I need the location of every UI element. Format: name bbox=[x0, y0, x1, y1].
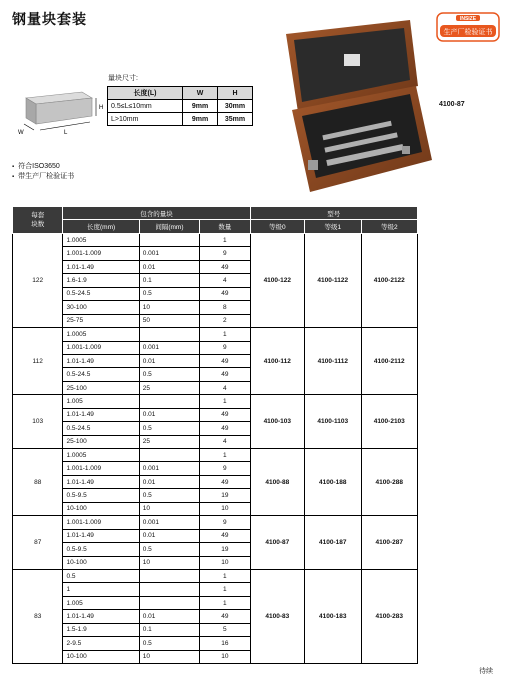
cell-length: 10-100 bbox=[63, 556, 139, 569]
cell-step: 0.01 bbox=[139, 529, 199, 542]
table-row bbox=[13, 449, 418, 462]
feature-notes bbox=[12, 162, 74, 182]
cell-length: 0.5-24.5 bbox=[63, 422, 139, 435]
model-grade0: 4100-122 bbox=[250, 234, 304, 328]
cell-step: 10 bbox=[139, 556, 199, 569]
cell-qty: 9 bbox=[200, 462, 250, 475]
cell-length: 1.001-1.009 bbox=[63, 341, 139, 354]
cell-length: 10-100 bbox=[63, 502, 139, 515]
cell-length: 1.005 bbox=[63, 395, 139, 408]
cell-length: 1.0005 bbox=[63, 234, 139, 247]
model-grade0: 4100-87 bbox=[250, 516, 304, 570]
dimension-table bbox=[107, 86, 253, 126]
block-count: 112 bbox=[13, 328, 63, 395]
badge-brand: INSIZE bbox=[459, 16, 477, 22]
cell-qty: 1 bbox=[200, 328, 250, 341]
cell-qty: 49 bbox=[200, 610, 250, 623]
cell-qty: 9 bbox=[200, 341, 250, 354]
cell-step bbox=[139, 328, 199, 341]
cell-step bbox=[139, 569, 199, 582]
cell-length: 1.01-1.49 bbox=[63, 610, 139, 623]
dimension-caption: 量块尺寸: bbox=[108, 75, 138, 82]
cell-step: 0.1 bbox=[139, 623, 199, 636]
gauge-set-table bbox=[12, 206, 418, 664]
block-count: 103 bbox=[13, 395, 63, 449]
cell-step: 0.001 bbox=[139, 516, 199, 529]
cell-qty: 49 bbox=[200, 408, 250, 421]
cell-qty: 1 bbox=[200, 449, 250, 462]
cell-step: 0.1 bbox=[139, 274, 199, 287]
certificate-badge bbox=[436, 12, 500, 42]
cell-length: 0.5-24.5 bbox=[63, 368, 139, 381]
cell-qty: 8 bbox=[200, 301, 250, 314]
continued-label: 待续 bbox=[479, 668, 493, 675]
cell-length: 1.001-1.009 bbox=[63, 247, 139, 260]
cell-step: 0.01 bbox=[139, 610, 199, 623]
model-grade2: 4100-2103 bbox=[361, 395, 418, 449]
cell-qty: 10 bbox=[200, 502, 250, 515]
cell-step: 0.001 bbox=[139, 247, 199, 260]
table-row bbox=[13, 516, 418, 529]
page-title: 钢量块套装 bbox=[12, 11, 87, 27]
model-grade2: 4100-2122 bbox=[361, 234, 418, 328]
cell-step: 10 bbox=[139, 502, 199, 515]
model-grade2: 4100-287 bbox=[361, 516, 418, 570]
cell-qty: 49 bbox=[200, 368, 250, 381]
model-grade2: 4100-283 bbox=[361, 569, 418, 663]
cell-length: 1.01-1.49 bbox=[63, 529, 139, 542]
header-grade2: 等级2 bbox=[361, 220, 418, 234]
block-count: 88 bbox=[13, 449, 63, 516]
cell-qty: 19 bbox=[200, 543, 250, 556]
cell-qty: 10 bbox=[200, 650, 250, 663]
dim-cell: 0.5≤L≤10mm bbox=[108, 100, 183, 113]
cell-qty: 49 bbox=[200, 287, 250, 300]
dim-cell: 30mm bbox=[218, 100, 253, 113]
note-item: ▪ 带生产厂检验证书 bbox=[12, 172, 74, 182]
table-row bbox=[13, 328, 418, 341]
cell-step: 10 bbox=[139, 650, 199, 663]
cell-length: 10-100 bbox=[63, 650, 139, 663]
cell-length: 1.0005 bbox=[63, 449, 139, 462]
cell-length: 0.5 bbox=[63, 569, 139, 582]
table-row bbox=[13, 395, 418, 408]
cell-step: 0.5 bbox=[139, 287, 199, 300]
cell-step: 0.01 bbox=[139, 408, 199, 421]
cell-length: 1 bbox=[63, 583, 139, 596]
dim-label-h: H bbox=[99, 105, 104, 111]
cell-length: 1.001-1.009 bbox=[63, 462, 139, 475]
model-grade1: 4100-1112 bbox=[305, 328, 361, 395]
cell-length: 0.5-9.5 bbox=[63, 543, 139, 556]
cell-length: 2-9.5 bbox=[63, 637, 139, 650]
cell-length: 1.01-1.49 bbox=[63, 354, 139, 367]
cell-qty: 49 bbox=[200, 529, 250, 542]
model-grade1: 4100-1122 bbox=[305, 234, 361, 328]
cell-step: 0.01 bbox=[139, 475, 199, 488]
cell-qty: 4 bbox=[200, 435, 250, 448]
cell-qty: 9 bbox=[200, 516, 250, 529]
dim-label-l: L bbox=[64, 130, 68, 136]
cell-qty: 10 bbox=[200, 556, 250, 569]
cell-step: 50 bbox=[139, 314, 199, 327]
model-grade1: 4100-183 bbox=[305, 569, 361, 663]
cell-qty: 49 bbox=[200, 260, 250, 273]
header-step: 间隔(mm) bbox=[139, 220, 199, 234]
block-count: 122 bbox=[13, 234, 63, 328]
cell-qty: 49 bbox=[200, 354, 250, 367]
cell-step: 25 bbox=[139, 435, 199, 448]
cell-step: 0.001 bbox=[139, 341, 199, 354]
cell-step bbox=[139, 234, 199, 247]
cell-qty: 1 bbox=[200, 596, 250, 609]
cell-step bbox=[139, 395, 199, 408]
cell-step: 0.5 bbox=[139, 368, 199, 381]
cell-step: 0.5 bbox=[139, 543, 199, 556]
badge-text: 生产厂检验证书 bbox=[443, 28, 493, 36]
block-count: 83 bbox=[13, 569, 63, 663]
model-grade2: 4100-288 bbox=[361, 449, 418, 516]
cell-step: 25 bbox=[139, 381, 199, 394]
model-grade2: 4100-2112 bbox=[361, 328, 418, 395]
cell-step: 0.001 bbox=[139, 462, 199, 475]
block-count: 87 bbox=[13, 516, 63, 570]
header-grade1: 等级1 bbox=[305, 220, 361, 234]
gauge-block-set-photo bbox=[282, 20, 432, 192]
cell-length: 1.01-1.49 bbox=[63, 408, 139, 421]
table-row bbox=[13, 234, 418, 247]
dim-header-length: 长度(L) bbox=[108, 87, 183, 100]
cell-step: 0.5 bbox=[139, 489, 199, 502]
cell-qty: 49 bbox=[200, 475, 250, 488]
cell-length: 25-100 bbox=[63, 435, 139, 448]
dim-cell: L>10mm bbox=[108, 113, 183, 126]
cell-step: 0.01 bbox=[139, 260, 199, 273]
cell-step: 0.5 bbox=[139, 637, 199, 650]
cell-step: 0.5 bbox=[139, 422, 199, 435]
cell-qty: 5 bbox=[200, 623, 250, 636]
cell-length: 30-100 bbox=[63, 301, 139, 314]
dim-cell: 9mm bbox=[183, 100, 218, 113]
cell-qty: 4 bbox=[200, 381, 250, 394]
cell-qty: 49 bbox=[200, 422, 250, 435]
cell-length: 1.005 bbox=[63, 596, 139, 609]
photo-model-label: 4100-87 bbox=[439, 101, 465, 108]
gauge-block-drawing bbox=[12, 90, 104, 136]
model-grade0: 4100-88 bbox=[250, 449, 304, 516]
cell-length: 25-75 bbox=[63, 314, 139, 327]
header-grade0: 等级0 bbox=[250, 220, 304, 234]
cell-length: 25-100 bbox=[63, 381, 139, 394]
cell-length: 1.5-1.9 bbox=[63, 623, 139, 636]
model-grade1: 4100-1103 bbox=[305, 395, 361, 449]
dim-cell: 9mm bbox=[183, 113, 218, 126]
header-qty: 数量 bbox=[200, 220, 250, 234]
table-row bbox=[13, 569, 418, 582]
model-grade1: 4100-188 bbox=[305, 449, 361, 516]
cell-step: 10 bbox=[139, 301, 199, 314]
cell-step bbox=[139, 596, 199, 609]
cell-step: 0.01 bbox=[139, 354, 199, 367]
model-grade0: 4100-103 bbox=[250, 395, 304, 449]
cell-qty: 1 bbox=[200, 583, 250, 596]
cell-qty: 1 bbox=[200, 569, 250, 582]
dim-header-w: W bbox=[183, 87, 218, 100]
model-grade0: 4100-83 bbox=[250, 569, 304, 663]
model-grade0: 4100-112 bbox=[250, 328, 304, 395]
header-included-blocks: 包含的量块 bbox=[63, 207, 250, 220]
note-item: ▪ 符合ISO3650 bbox=[12, 162, 74, 172]
cell-qty: 16 bbox=[200, 637, 250, 650]
cell-qty: 1 bbox=[200, 234, 250, 247]
cell-length: 1.001-1.009 bbox=[63, 516, 139, 529]
cell-length: 1.6-1.9 bbox=[63, 274, 139, 287]
cell-qty: 4 bbox=[200, 274, 250, 287]
cell-qty: 19 bbox=[200, 489, 250, 502]
cell-length: 0.5-24.5 bbox=[63, 287, 139, 300]
cell-length: 1.0005 bbox=[63, 328, 139, 341]
dim-header-h: H bbox=[218, 87, 253, 100]
dim-label-w: W bbox=[18, 130, 24, 136]
header-model: 型号 bbox=[250, 207, 417, 220]
cell-qty: 9 bbox=[200, 247, 250, 260]
cell-step bbox=[139, 583, 199, 596]
header-length: 长度(mm) bbox=[63, 220, 139, 234]
header-blocks-per-set: 每套 块数 bbox=[13, 207, 63, 234]
cell-qty: 1 bbox=[200, 395, 250, 408]
cell-step bbox=[139, 449, 199, 462]
cell-length: 0.5-9.5 bbox=[63, 489, 139, 502]
cell-length: 1.01-1.49 bbox=[63, 475, 139, 488]
cell-qty: 2 bbox=[200, 314, 250, 327]
cell-length: 1.01-1.49 bbox=[63, 260, 139, 273]
model-grade1: 4100-187 bbox=[305, 516, 361, 570]
dim-cell: 35mm bbox=[218, 113, 253, 126]
